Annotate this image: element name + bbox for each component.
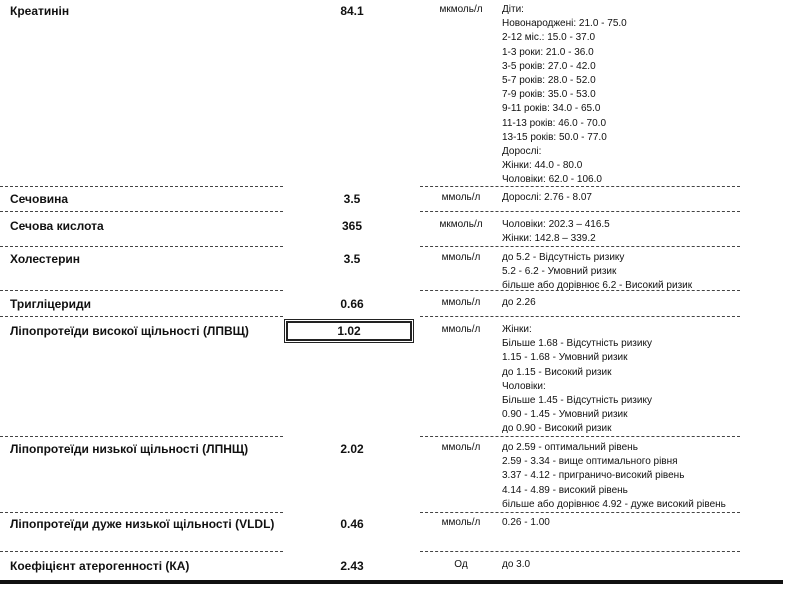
test-name: Коефіцієнт атерогенності (КА) [10,559,190,573]
test-name: Холестерин [10,252,81,266]
test-value: 3.5 [343,252,361,266]
test-name: Ліпопротеїди дуже низької щільності (VLDL) [10,517,275,531]
row-separator [0,551,283,552]
test-value: 2.02 [340,442,364,456]
row-separator [0,290,283,291]
test-unit: ммоль/л [441,192,481,203]
table-bottom-border [0,580,783,584]
test-value: 2.43 [340,559,364,573]
row-separator [0,186,283,187]
test-unit: ммоль/л [441,297,481,308]
row-separator [0,316,283,317]
test-value: 0.46 [340,517,364,531]
reference-range: Дорослі: 2.76 - 8.07 [502,192,592,203]
row-separator [0,436,283,437]
test-unit: мкмоль/л [439,219,483,230]
row-separator [420,246,740,247]
test-name: Сечова кислота [10,219,104,233]
reference-range: до 2.26 [502,297,536,308]
reference-range: до 2.59 - оптимальний рівень 2.59 - 3.34 - вище оптимального рівня 3.37 - 4.12 - приграничо-високий рівень 4.14 - 4.89 - високий рівень більше або дорівнює 4.92 - дуже високий рівень [502,442,726,510]
test-unit: ммоль/л [441,442,481,453]
row-separator [420,316,740,317]
reference-range: до 5.2 - Відсутність ризику 5.2 - 6.2 - Умовний ризик більше або дорівнює 6.2 - Високий ризик [502,252,693,292]
reference-range: Чоловіки: 202.3 – 416.5 Жінки: 142.8 – 339.2 [502,219,610,245]
test-value: 365 [341,219,363,233]
test-value: 0.66 [340,297,364,311]
test-value: 84.1 [340,4,364,18]
test-name: Тригліцериди [10,297,91,311]
test-unit: ммоль/л [441,324,481,335]
test-value: 3.5 [343,192,361,206]
reference-range: Діти: Новонароджені: 21.0 - 75.0 2-12 міс.: 15.0 - 37.0 1-3 роки: 21.0 - 36.0 3-5 років: 27.0 - 42.0 5-7 років: 28.0 - 52.0 7-9 років: 35.0 - 53.0 9-11 років: 34.0 - 65.0 11-13 років: 46.0 - 70.0 13-15 років: 50.0 - 77.0 Дорослі: Жінки: 44.0 - 80.0 Чоловіки: 62.0 - 106.0 [502,4,627,186]
row-separator [0,211,283,212]
row-separator [0,512,283,513]
row-separator [420,551,740,552]
test-name: Ліпопротеїди високої щільності (ЛПВЩ) [10,324,249,338]
row-separator [0,246,283,247]
reference-range: 0.26 - 1.00 [502,517,550,528]
test-unit: ммоль/л [441,517,481,528]
row-separator [420,436,740,437]
row-separator [420,186,740,187]
highlighted-test-value: 1.02 [286,321,412,341]
test-unit: мкмоль/л [439,4,483,15]
test-name: Сечовина [10,192,69,206]
reference-range: Жінки: Більше 1.68 - Відсутність ризику 1.15 - 1.68 - Умовний ризик до 1.15 - Високий ризик Чоловіки: Більше 1.45 - Відсутність ризику 0.90 - 1.45 - Умовний ризик до 0.90 - Високий ризик [502,324,652,435]
reference-range: до 3.0 [502,559,531,570]
test-unit: ммоль/л [441,252,481,263]
test-unit: Од [454,559,468,570]
row-separator [420,512,740,513]
test-name: Креатинін [10,4,70,18]
row-separator [420,290,740,291]
row-separator [420,211,740,212]
test-name: Ліпопротеїди низької щільності (ЛПНЩ) [10,442,249,456]
